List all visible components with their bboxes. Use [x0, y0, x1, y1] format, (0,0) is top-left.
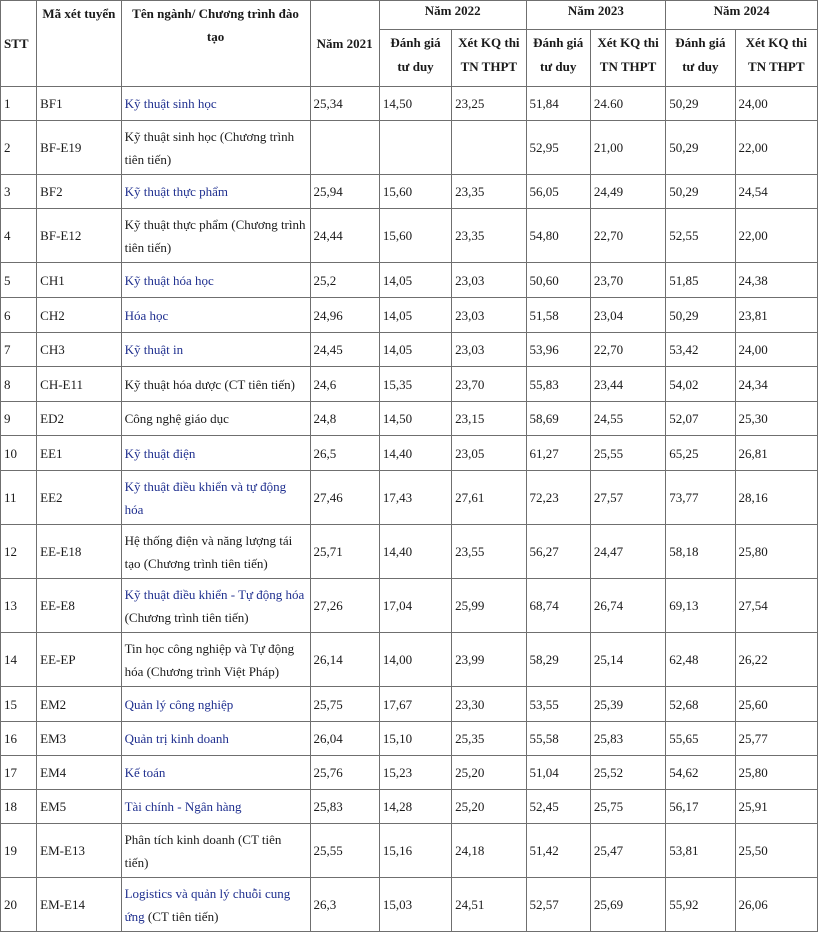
- cell-score-y2021: 25,76: [310, 756, 379, 790]
- cell-score-tsa2024: 50,29: [666, 175, 735, 209]
- cell-score-thpt2022: 23,03: [452, 333, 526, 367]
- cell-score-tsa2023: 61,27: [526, 436, 590, 471]
- cell-score-tsa2022: 15,60: [379, 209, 451, 263]
- table-row: [1, 722, 818, 756]
- cell-score-tsa2024: 54,62: [666, 756, 735, 790]
- cell-score-thpt2022: 23,35: [452, 209, 526, 263]
- table-row: [1, 263, 818, 298]
- cell-code: BF-E19: [37, 121, 121, 175]
- cell-score-tsa2023: 56,05: [526, 175, 590, 209]
- cell-stt: 1: [1, 87, 37, 121]
- table-row: [1, 687, 818, 722]
- cell-score-thpt2023: 26,74: [590, 579, 665, 633]
- cell-score-tsa2024: 52,68: [666, 687, 735, 722]
- cell-stt: 12: [1, 525, 37, 579]
- cell-score-thpt2022: 23,99: [452, 633, 526, 687]
- cell-score-thpt2024: 24,00: [735, 333, 817, 367]
- cell-stt: 5: [1, 263, 37, 298]
- cell-score-y2021: 26,04: [310, 722, 379, 756]
- header-year-2021: Năm 2021: [310, 1, 379, 87]
- cell-score-y2021: 25,55: [310, 824, 379, 878]
- cell-score-thpt2023: 22,70: [590, 209, 665, 263]
- header-2024-thpt: Xét KQ thi TN THPT: [735, 30, 817, 87]
- table-row: [1, 87, 818, 121]
- cell-code: EE2: [37, 471, 121, 525]
- cell-score-thpt2024: 23,81: [735, 298, 817, 333]
- cell-score-thpt2023: 24,55: [590, 402, 665, 436]
- cell-stt: 16: [1, 722, 37, 756]
- cell-stt: 18: [1, 790, 37, 824]
- cell-score-thpt2022: 23,35: [452, 175, 526, 209]
- cell-score-thpt2024: 22,00: [735, 121, 817, 175]
- cell-code: CH-E11: [37, 367, 121, 402]
- cell-score-thpt2023: 25,55: [590, 436, 665, 471]
- cell-score-tsa2023: 55,58: [526, 722, 590, 756]
- cell-score-thpt2023: 25,75: [590, 790, 665, 824]
- cell-score-tsa2022: 14,05: [379, 263, 451, 298]
- cell-score-thpt2024: 24,54: [735, 175, 817, 209]
- cell-program-name: [121, 579, 310, 633]
- cell-program-name[interactable]: Quản lý công nghiệp: [121, 687, 310, 722]
- table-row: [1, 756, 818, 790]
- cell-code: CH2: [37, 298, 121, 333]
- cell-score-y2021: 25,2: [310, 263, 379, 298]
- cell-score-thpt2022: 27,61: [452, 471, 526, 525]
- cell-score-tsa2023: 68,74: [526, 579, 590, 633]
- table-row: [1, 525, 818, 579]
- cell-program-name: [121, 878, 310, 932]
- cell-stt: 11: [1, 471, 37, 525]
- cell-score-y2021: 24,8: [310, 402, 379, 436]
- table-row: [1, 402, 818, 436]
- cell-stt: 9: [1, 402, 37, 436]
- cell-code: CH1: [37, 263, 121, 298]
- cell-program-name[interactable]: Kỹ thuật hóa học: [121, 263, 310, 298]
- table-row: [1, 790, 818, 824]
- cell-score-thpt2022: 23,03: [452, 263, 526, 298]
- cell-code: EM5: [37, 790, 121, 824]
- cell-score-thpt2022: 23,55: [452, 525, 526, 579]
- cell-score-thpt2023: 23,44: [590, 367, 665, 402]
- cell-code: CH3: [37, 333, 121, 367]
- table-body: [1, 87, 818, 932]
- cell-program-name[interactable]: Kỹ thuật điện: [121, 436, 310, 471]
- cell-code: BF2: [37, 175, 121, 209]
- cell-score-y2021: 26,5: [310, 436, 379, 471]
- cell-score-tsa2024: 65,25: [666, 436, 735, 471]
- cell-score-y2021: [310, 121, 379, 175]
- cell-score-thpt2024: 25,80: [735, 525, 817, 579]
- cell-score-tsa2024: 50,29: [666, 87, 735, 121]
- cell-score-thpt2023: 25,52: [590, 756, 665, 790]
- cell-score-y2021: 25,94: [310, 175, 379, 209]
- cell-score-tsa2022: 15,03: [379, 878, 451, 932]
- cell-code: ED2: [37, 402, 121, 436]
- cell-score-thpt2022: 24,51: [452, 878, 526, 932]
- cell-code: EE1: [37, 436, 121, 471]
- header-2024-tsa: Đánh giá tư duy: [666, 30, 735, 87]
- cell-score-thpt2024: 25,60: [735, 687, 817, 722]
- cell-score-tsa2023: 55,83: [526, 367, 590, 402]
- cell-score-tsa2022: 14,40: [379, 436, 451, 471]
- cell-score-thpt2023: 25,83: [590, 722, 665, 756]
- header-year-2023: Năm 2023: [526, 1, 666, 30]
- cell-score-thpt2024: 24,00: [735, 87, 817, 121]
- cell-score-thpt2022: 23,05: [452, 436, 526, 471]
- cell-score-y2021: 25,34: [310, 87, 379, 121]
- cell-code: BF-E12: [37, 209, 121, 263]
- program-link[interactable]: Logistics và quản lý chuỗi cung ứng: [124, 885, 291, 924]
- cell-score-tsa2022: 14,05: [379, 333, 451, 367]
- cell-score-thpt2024: 26,06: [735, 878, 817, 932]
- cell-stt: 10: [1, 436, 37, 471]
- cell-score-tsa2023: 51,04: [526, 756, 590, 790]
- cell-score-tsa2024: 62,48: [666, 633, 735, 687]
- cell-score-tsa2022: 14,50: [379, 87, 451, 121]
- cell-score-tsa2022: 14,00: [379, 633, 451, 687]
- cell-score-thpt2023: 25,14: [590, 633, 665, 687]
- header-year-2022: Năm 2022: [379, 1, 526, 30]
- cell-program-name[interactable]: Tài chính - Ngân hàng: [121, 790, 310, 824]
- table-row: [1, 175, 818, 209]
- cell-score-thpt2024: 22,00: [735, 209, 817, 263]
- cell-score-tsa2022: 17,43: [379, 471, 451, 525]
- cell-score-thpt2024: 26,22: [735, 633, 817, 687]
- cell-score-thpt2022: [452, 121, 526, 175]
- cell-score-tsa2023: 52,45: [526, 790, 590, 824]
- table-row: [1, 367, 818, 402]
- cell-program-name[interactable]: Kỹ thuật thực phẩm: [121, 175, 310, 209]
- header-2022-thpt: Xét KQ thi TN THPT: [452, 30, 526, 87]
- cell-code: EM3: [37, 722, 121, 756]
- cell-score-y2021: 25,71: [310, 525, 379, 579]
- cell-score-tsa2024: 69,13: [666, 579, 735, 633]
- cell-program-name: Kỹ thuật thực phẩm (Chương trình tiên tiến): [121, 209, 310, 263]
- cell-score-tsa2022: 17,67: [379, 687, 451, 722]
- cell-score-thpt2022: 23,30: [452, 687, 526, 722]
- cell-code: EM2: [37, 687, 121, 722]
- cell-program-name: Kỹ thuật sinh học (Chương trình tiên tiến): [121, 121, 310, 175]
- table-row: [1, 471, 818, 525]
- cell-score-tsa2022: 14,40: [379, 525, 451, 579]
- cell-score-tsa2023: 52,95: [526, 121, 590, 175]
- cell-score-tsa2024: 52,55: [666, 209, 735, 263]
- cell-score-y2021: 27,46: [310, 471, 379, 525]
- cell-score-thpt2023: 23,04: [590, 298, 665, 333]
- cell-score-y2021: 26,14: [310, 633, 379, 687]
- cell-score-tsa2024: 56,17: [666, 790, 735, 824]
- cell-score-thpt2024: 25,77: [735, 722, 817, 756]
- cell-score-tsa2023: 58,29: [526, 633, 590, 687]
- cell-score-tsa2024: 54,02: [666, 367, 735, 402]
- cell-score-thpt2022: 25,20: [452, 790, 526, 824]
- cell-score-tsa2022: 15,35: [379, 367, 451, 402]
- cell-stt: 7: [1, 333, 37, 367]
- cell-score-thpt2023: 21,00: [590, 121, 665, 175]
- cell-code: EM-E14: [37, 878, 121, 932]
- cell-code: EE-E8: [37, 579, 121, 633]
- cell-score-thpt2024: 26,81: [735, 436, 817, 471]
- cell-score-thpt2024: 25,80: [735, 756, 817, 790]
- cell-score-tsa2023: 52,57: [526, 878, 590, 932]
- cell-score-tsa2022: 15,10: [379, 722, 451, 756]
- cell-score-tsa2023: 58,69: [526, 402, 590, 436]
- cell-score-y2021: 24,96: [310, 298, 379, 333]
- cell-score-tsa2024: 50,29: [666, 298, 735, 333]
- cell-code: EE-EP: [37, 633, 121, 687]
- cell-score-thpt2022: 25,99: [452, 579, 526, 633]
- cell-score-thpt2024: 25,30: [735, 402, 817, 436]
- cell-score-tsa2022: 17,04: [379, 579, 451, 633]
- cell-score-tsa2023: 56,27: [526, 525, 590, 579]
- cell-score-tsa2023: 54,80: [526, 209, 590, 263]
- cell-score-thpt2022: 23,15: [452, 402, 526, 436]
- cell-stt: 17: [1, 756, 37, 790]
- cell-score-tsa2024: 50,29: [666, 121, 735, 175]
- header-2022-tsa: Đánh giá tư duy: [379, 30, 451, 87]
- cell-score-thpt2023: 23,70: [590, 263, 665, 298]
- cell-score-y2021: 25,83: [310, 790, 379, 824]
- header-program-name: Tên ngành/ Chương trình đào tạo: [121, 1, 310, 87]
- cell-score-thpt2022: 23,25: [452, 87, 526, 121]
- cell-stt: 20: [1, 878, 37, 932]
- cell-score-tsa2022: 14,05: [379, 298, 451, 333]
- header-code: Mã xét tuyển: [37, 1, 121, 87]
- cell-score-tsa2022: [379, 121, 451, 175]
- header-stt: STT: [1, 1, 37, 87]
- cell-code: EM4: [37, 756, 121, 790]
- cell-score-y2021: 25,75: [310, 687, 379, 722]
- cell-code: BF1: [37, 87, 121, 121]
- cell-score-tsa2023: 51,42: [526, 824, 590, 878]
- cell-score-thpt2023: 22,70: [590, 333, 665, 367]
- cell-score-tsa2023: 53,96: [526, 333, 590, 367]
- cell-score-tsa2024: 58,18: [666, 525, 735, 579]
- cell-score-thpt2023: 25,69: [590, 878, 665, 932]
- cell-score-thpt2023: 25,39: [590, 687, 665, 722]
- cell-stt: 13: [1, 579, 37, 633]
- table-header: [1, 1, 818, 87]
- cell-score-thpt2024: 24,34: [735, 367, 817, 402]
- cell-program-name: Tin học công nghiệp và Tự động hóa (Chương trình Việt Pháp): [121, 633, 310, 687]
- cell-score-tsa2022: 14,28: [379, 790, 451, 824]
- cell-score-thpt2022: 23,70: [452, 367, 526, 402]
- header-2023-tsa: Đánh giá tư duy: [526, 30, 590, 87]
- table-row: [1, 298, 818, 333]
- cell-score-tsa2022: 15,16: [379, 824, 451, 878]
- cell-score-thpt2023: 27,57: [590, 471, 665, 525]
- table-row: [1, 436, 818, 471]
- cell-program-name: Hệ thống điện và năng lượng tái tạo (Chương trình tiên tiến): [121, 525, 310, 579]
- header-year-2024: Năm 2024: [666, 1, 818, 30]
- cell-stt: 6: [1, 298, 37, 333]
- cell-score-tsa2024: 53,42: [666, 333, 735, 367]
- cell-score-thpt2022: 23,03: [452, 298, 526, 333]
- table-row: [1, 878, 818, 932]
- program-link[interactable]: Kỹ thuật điều khiển - Tự động hóa: [124, 586, 305, 602]
- cell-score-tsa2024: 53,81: [666, 824, 735, 878]
- cell-score-tsa2024: 55,92: [666, 878, 735, 932]
- cell-score-tsa2024: 73,77: [666, 471, 735, 525]
- cell-program-name: Phân tích kinh doanh (CT tiên tiến): [121, 824, 310, 878]
- cell-score-y2021: 24,45: [310, 333, 379, 367]
- cell-program-name[interactable]: Kỹ thuật sinh học: [121, 87, 310, 121]
- cell-stt: 3: [1, 175, 37, 209]
- cell-code: EM-E13: [37, 824, 121, 878]
- cell-score-thpt2022: 24,18: [452, 824, 526, 878]
- table-row: [1, 333, 818, 367]
- cell-score-thpt2024: 25,91: [735, 790, 817, 824]
- table-row: [1, 121, 818, 175]
- header-2023-thpt: Xét KQ thi TN THPT: [590, 30, 665, 87]
- cell-score-thpt2024: 24,38: [735, 263, 817, 298]
- cell-code: EE-E18: [37, 525, 121, 579]
- cell-score-thpt2022: 25,20: [452, 756, 526, 790]
- cell-score-thpt2023: 24,47: [590, 525, 665, 579]
- cell-stt: 8: [1, 367, 37, 402]
- cell-program-name: Kỹ thuật hóa dược (CT tiên tiến): [121, 367, 310, 402]
- cell-score-tsa2024: 51,85: [666, 263, 735, 298]
- cell-score-thpt2023: 25,47: [590, 824, 665, 878]
- cell-score-tsa2024: 52,07: [666, 402, 735, 436]
- cell-score-tsa2023: 72,23: [526, 471, 590, 525]
- cell-score-tsa2023: 53,55: [526, 687, 590, 722]
- cell-score-thpt2022: 25,35: [452, 722, 526, 756]
- program-note: (CT tiên tiến): [144, 908, 219, 924]
- cell-score-thpt2024: 25,50: [735, 824, 817, 878]
- cell-program-name[interactable]: Kỹ thuật in: [121, 333, 310, 367]
- cell-score-y2021: 24,6: [310, 367, 379, 402]
- cell-score-tsa2022: 15,60: [379, 175, 451, 209]
- cell-program-name[interactable]: Hóa học: [121, 298, 310, 333]
- cell-stt: 4: [1, 209, 37, 263]
- program-note: (Chương trình tiên tiến): [124, 609, 249, 625]
- cell-stt: 14: [1, 633, 37, 687]
- cell-score-thpt2024: 27,54: [735, 579, 817, 633]
- cell-program-name[interactable]: Quản trị kinh doanh: [121, 722, 310, 756]
- cell-score-y2021: 27,26: [310, 579, 379, 633]
- table-row: [1, 579, 818, 633]
- table-row: [1, 209, 818, 263]
- cell-score-tsa2022: 15,23: [379, 756, 451, 790]
- cell-score-tsa2023: 51,58: [526, 298, 590, 333]
- cell-score-tsa2023: 50,60: [526, 263, 590, 298]
- cell-program-name[interactable]: Kế toán: [121, 756, 310, 790]
- cell-score-tsa2022: 14,50: [379, 402, 451, 436]
- cell-score-tsa2024: 55,65: [666, 722, 735, 756]
- cell-score-tsa2023: 51,84: [526, 87, 590, 121]
- cell-score-y2021: 26,3: [310, 878, 379, 932]
- table-row: [1, 824, 818, 878]
- cell-score-thpt2024: 28,16: [735, 471, 817, 525]
- cell-program-name: Công nghệ giáo dục: [121, 402, 310, 436]
- cell-score-y2021: 24,44: [310, 209, 379, 263]
- cell-stt: 2: [1, 121, 37, 175]
- cell-program-name[interactable]: Kỹ thuật điều khiển và tự động hóa: [121, 471, 310, 525]
- table-row: [1, 633, 818, 687]
- cell-stt: 15: [1, 687, 37, 722]
- cell-stt: 19: [1, 824, 37, 878]
- cell-score-thpt2023: 24,49: [590, 175, 665, 209]
- cell-score-thpt2023: 24.60: [590, 87, 665, 121]
